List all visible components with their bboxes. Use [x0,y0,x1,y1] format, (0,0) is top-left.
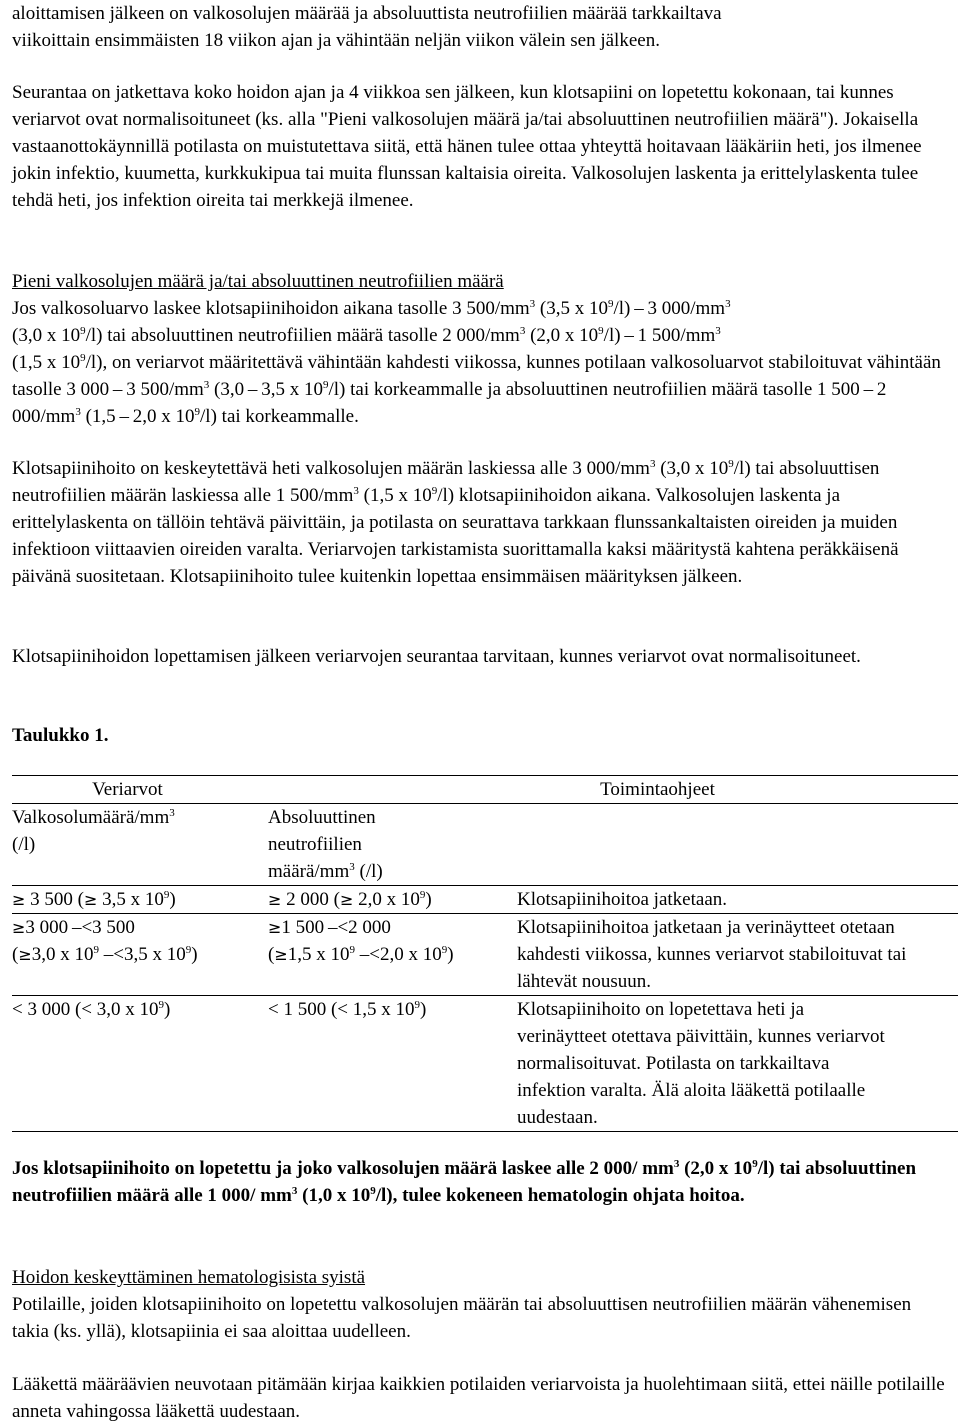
wbc-header: Valkosolumäärä/$mm^3$ [12,807,175,828]
veriarvot-header: Veriarvot [92,779,163,800]
follow-up-paragraph: Seurantaa on jatkettava koko hoidon ajan ja 4 viikkoa sen jälkeen, kun klotsapiini on lopetettu kokonaan, tai kunnes veriarvot ovat normalisoituneet (ks. alla "Pieni valkosolujen määrä ja/tai absoluuttinen neutrofiilien määrä"). Jokaisella vastaanottokäynnillä potilasta on muistutettava siitä, että hänen tulee ottaa yhteyttä hoitavaan lääkäriin heti, jos ilmenee jokin infektio, kuumetta, kurkkukipua tai muita flunssan kaltaisia oireita. Valkosolujen laskenta ja erittelylaskenta tulee tehdä heti, jos infektion oireita tai merkkejä ilmenee. [12,82,922,211]
table-row: ≥3 000 –<3 500 (≥3,0 x $10^9$ –<3,5 x $10^9$) ≥1 500 –<2 000 (≥1,5 x $10^9$ –<2,0 x $10^9$) Klotsapiinihoitoa jatketaan ja verinäytteet otetaan kahdesti viikossa, kunnes veriarvot stabiloituvat tai lähtevät nousuun. [12,914,958,996]
stop-treatment-paragraph: Klotsapiinihoito on keskeytettävä heti valkosolujen määrän laskiessa alle 3 $000/mm^3$ (3,0 x $10^9/l$) tai absoluuttisen neutrofiilien määrän laskiessa alle 1 $500/mm^3$ (1,5 x $10^9/l$) klotsapiinihoidon aikana. Valkosolujen laskenta ja erittelylaskenta on tällöin tehtävä päivittäin, ja potilasta on seurattava tarkkaan flunssankaltaisten oireiden ja muiden infektioon viittaavien oireiden varalta. Veriarvojen tarkistamista suorittamalla kaksi määritystä kahtena peräkkäisenä päivänä suositetaan. Klotsapiinihoito tulee kuitenkin lopettaa ensimmäisen määrityksen jälkeen. [12,458,899,587]
anc-header: Absoluuttinen neutrofiilien määrä/$mm^3$ (/l) [268,807,383,882]
discontinuation-paragraph: Potilaille, joiden klotsapiinihoito on lopetettu valkosolujen määrän tai absoluuttisen neutrofiilien määrän vähenemisen takia (ks. yllä), klotsapiinia ei saa aloittaa uudelleen. [12,1294,912,1342]
intro-paragraph: aloittamisen jälkeen on valkosolujen määrää ja absoluuttista neutrofiilien määrää tarkkailtava viikoittain ensimmäisten 18 viikon ajan ja vähintään neljän viikon välein sen jälkeen. [12,3,722,51]
closing-paragraph: Lääkettä määräävien neuvotaan pitämään kirjaa kaikkien potilaiden veriarvoista ja huolehtimaan siitä, ettei näille potilaille anneta vahingossa lääkettä uudestaan. [12,1374,945,1422]
blood-values-table [12,775,958,1132]
hematology-note: Jos klotsapiinihoito on lopetettu ja joko valkosolujen määrä laskee alle 2 000/ $mm^3$ (2,0 x $10^9/l$) tai absoluuttinen neutrofiilien määrä alle 1 000/ $mm^3$ (1,0 x $10^9/l$), tulee kokeneen hematologin ohjata hoitoa. [12,1158,917,1206]
low-wbc-heading: Pieni valkosolujen määrä ja/tai absoluuttinen neutrofiilien määrä [12,271,504,292]
table-row: < 3 000 (< 3,0 x $10^9$) < 1 500 (< 1,5 x $10^9$) Klotsapiinihoito on lopetettava heti ja verinäytteet otettava päivittäin, kunnes veriarvot normalisoituvat. Potilasta on tarkkailtava infektion varalta. Älä aloita lääkettä potilaalle uudestaan. [12,996,958,1132]
after-stop-paragraph: Klotsapiinihoidon lopettamisen jälkeen veriarvojen seurantaa tarvitaan, kunnes veriarvot ovat normalisoituneet. [12,646,861,667]
low-wbc-paragraph: Jos valkosoluarvo laskee klotsapiinihoidon aikana tasolle 3 $500/mm^3$ (3,5 x $10^9/l) - 3$ $000/mm^3$ (3,0 x $10^9/l$) tai absoluuttinen neutrofiilien määrä tasolle 2 $000/mm^3$ (2,0 x $10^9/l) - 1$ $500/mm^3$ (1,5 x $10^9/l$), on veriarvot määritettävä vähintään kahdesti viikossa, kunnes potilaan valkosoluarvot stabiloituvat vähintään tasolle 3 000 – 3 $500/mm^3$ (3,0 – 3,5 x $10^9/l$) tai korkeammalle ja absoluuttinen neutrofiilien määrä tasolle 1 500 – 2 $000/mm^3$ (1,5 – 2,0 x $10^9/l$) tai korkeammalle. [12,298,941,427]
table-title: Taulukko 1. [12,725,109,746]
discontinuation-heading: Hoidon keskeyttäminen hematologisista syistä [12,1267,366,1288]
table-group-header-row [12,776,958,804]
actions-header: Toimintaohjeet [600,779,715,800]
table-column-header-row: Valkosolumäärä/$mm^3$ (/l) Absoluuttinen neutrofiilien määrä/$mm^3$ (/l) [12,804,958,886]
table-row: ≥ 3 500 (≥ 3,5 x $10^9$) ≥ 2 000 (≥ 2,0 x $10^9$) Klotsapiinihoitoa jatketaan. [12,886,958,914]
